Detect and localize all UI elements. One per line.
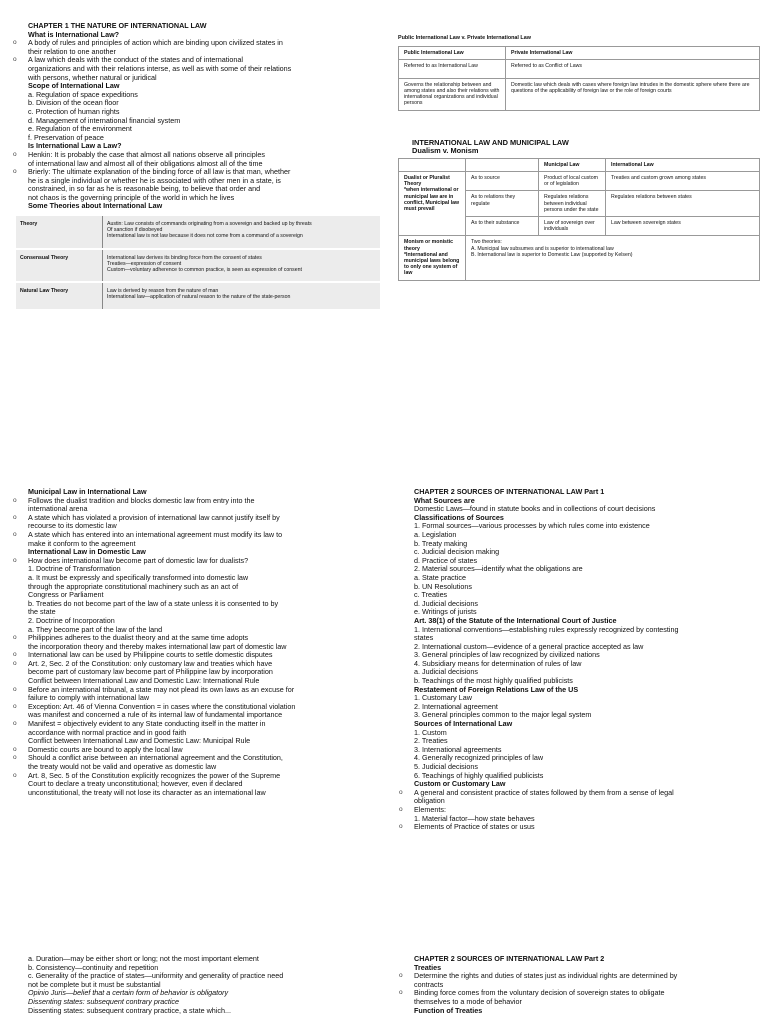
text-line: b. Consistency—continuity and repetition bbox=[28, 963, 159, 972]
table-row bbox=[399, 172, 760, 191]
text-line: a. Legislation bbox=[414, 530, 457, 539]
text-line: 4. Generally recognized principles of law bbox=[414, 754, 544, 763]
text-line: d. Practice of states bbox=[414, 556, 478, 565]
text-line: a. Regulation of space expeditions bbox=[28, 90, 138, 99]
table-cell: Regulates relations between individual persons under the state bbox=[539, 191, 606, 217]
heading-line: Classifications of Sources bbox=[414, 513, 504, 522]
text-line: b. Teachings of the most highly qualified publicists bbox=[414, 677, 573, 686]
text-line: d. Judicial decisions bbox=[414, 599, 478, 608]
section-subtitle: Dualism v. Monism bbox=[412, 146, 479, 156]
text-line: d. Management of international financial system bbox=[28, 116, 181, 125]
monist-label: Monism or monistic theory *International and municipal laws belong to only one system of law bbox=[399, 236, 466, 280]
public-private-table bbox=[398, 46, 760, 111]
text-line: Conflict between International Law and Domestic Law: Municipal Rule bbox=[28, 737, 251, 746]
theory-name: Theory bbox=[16, 215, 103, 249]
text-line: 4. Subsidiary means for determination of rules of law bbox=[414, 659, 582, 668]
text-line: themselves to a mode of behavior bbox=[414, 997, 522, 1006]
text-line: recourse to its domestic law bbox=[28, 522, 117, 531]
theory-description bbox=[103, 282, 381, 308]
text-line: a. It must be expressly and specifically transformed into domestic law bbox=[28, 573, 249, 582]
comparison-table-title: Public International Law v. Private International Law bbox=[398, 35, 531, 41]
page-chapter-1 bbox=[12, 22, 382, 367]
text-line: 1. Material factor—how state behaves bbox=[414, 814, 535, 823]
text-line: not chaos is the governing principle of the world in which he lives bbox=[28, 193, 235, 202]
chapter-2-part-1-text bbox=[398, 488, 760, 832]
text-line: b. Treaties do not become part of the law of a state unless it is consented to by bbox=[28, 599, 279, 608]
bullet-line: o A general and consistent practice of states followed by them from a sense of legal bbox=[398, 789, 760, 798]
text-line: 1. Customary Law bbox=[414, 694, 472, 703]
heading-line: Art. 38(1) of the Statute of the International Court of Justice bbox=[414, 616, 617, 625]
text-line: 2. Material sources—identify what the obligations are bbox=[414, 565, 583, 574]
heading-line: Some Theories about International Law bbox=[28, 202, 163, 211]
heading-line: Scope of International Law bbox=[28, 82, 120, 91]
table-cell: Governs the relationship between and among states and also their relations with international organizations and individual persons bbox=[399, 78, 506, 110]
heading-line: CHAPTER 1 THE NATURE OF INTERNATIONAL LAW bbox=[28, 22, 207, 30]
bullet-line: o Domestic courts are bound to apply the local law bbox=[12, 746, 382, 755]
page-public-vs-private bbox=[398, 34, 760, 364]
text-line: c. Judicial decision making bbox=[414, 548, 500, 557]
bullet-line: o A state which has violated a provision of international law cannot justify itself by bbox=[12, 514, 382, 523]
table-cell: Referred to as International Law bbox=[399, 59, 506, 78]
text-line: 2. Doctrine of Incorporation bbox=[28, 616, 115, 625]
text-line: a. State practice bbox=[414, 573, 466, 582]
bullet-line: o A state which has entered into an international agreement must modify its law to bbox=[12, 531, 382, 540]
heading-line: Is International Law a Law? bbox=[28, 142, 122, 151]
bullet-line: o Art. 8, Sec. 5 of the Constitution explicitly recognizes the power of the Supreme bbox=[12, 772, 382, 781]
bullet-line: o A law which deals with the conduct of the states and of international bbox=[12, 56, 382, 65]
page-custom-elements bbox=[12, 955, 382, 1024]
section-title: INTERNATIONAL LAW AND MUNICIPAL LAW bbox=[412, 137, 569, 147]
text-line: b. Treaty making bbox=[414, 539, 468, 548]
theory-description-line: Law is derived by reason from the nature of man bbox=[107, 288, 219, 295]
monist-description: Two theories: A. Municipal law subsumes and is superior to international law B. International law is superior to Domestic Law (supported by Kelsen) bbox=[466, 236, 760, 280]
text-line: 3. General principles of law recognized by civilized nations bbox=[414, 651, 600, 660]
dualist-label: Dualist or Pluralist Theory *when international or municipal law are in conflict, Municipal law must prevail bbox=[399, 172, 466, 236]
text-line: with persons, whether natural or juridical bbox=[28, 73, 157, 82]
chapter-1-text bbox=[12, 22, 382, 211]
table-row bbox=[399, 78, 760, 110]
heading-line: What is International Law? bbox=[28, 30, 120, 39]
text-line: the incorporation theory and thereby makes international law part of domestic law bbox=[28, 642, 287, 651]
text-line: failure to comply with international law bbox=[28, 694, 150, 703]
text-line: states bbox=[414, 634, 434, 643]
table-row bbox=[16, 249, 380, 283]
text-line: c. Generality of the practice of states—uniformity and generality of practice need bbox=[28, 972, 284, 981]
text-line: 3. General principles common to the major legal system bbox=[414, 711, 592, 720]
text-line: Conflict between International Law and Domestic Law: International Rule bbox=[28, 677, 260, 686]
text-line: make it conform to the agreement bbox=[28, 539, 136, 548]
text-line: e. Writings of jurists bbox=[414, 608, 477, 617]
bullet-line: o Binding force comes from the voluntary decision of sovereign states to obligate bbox=[398, 989, 760, 998]
theory-description-line: International law derives its binding force from the consent of states bbox=[107, 254, 262, 261]
text-line: their relation to one another bbox=[28, 47, 116, 56]
bullet-line: o Follows the dualist tradition and blocks domestic law from entry into the bbox=[12, 497, 382, 506]
text-line: 1. Doctrine of Transformation bbox=[28, 565, 121, 574]
heading-line: Treaties bbox=[414, 963, 442, 972]
text-line: the treaty would not be valid and operative as domestic law bbox=[28, 763, 217, 771]
theory-description-line: Of sanction if disobeyed bbox=[107, 227, 163, 234]
table-header-public: Public International Law bbox=[399, 46, 506, 59]
text-line: 1. Custom bbox=[414, 728, 447, 737]
page-chapter-2-part-1 bbox=[398, 488, 760, 908]
table-cell: Law of sovereign over individuals bbox=[539, 217, 606, 236]
text-line: 2. Treaties bbox=[414, 737, 448, 746]
bullet-line: o A body of rules and principles of action which are binding upon civilized states in bbox=[12, 39, 382, 48]
text-line: obligation bbox=[414, 797, 445, 806]
text-line: e. Regulation of the environment bbox=[28, 125, 132, 134]
heading-line: CHAPTER 2 SOURCES OF INTERNATIONAL LAW Part 2 bbox=[414, 955, 605, 963]
text-line: international arena bbox=[28, 505, 88, 514]
theory-description bbox=[103, 249, 381, 283]
text-line: 2. International agreement bbox=[414, 702, 498, 711]
text-line: of international law and almost all of their obligations almost all of the time bbox=[28, 159, 263, 168]
bullet-line: o Philippines adheres to the dualist theory and at the same time adopts bbox=[12, 634, 382, 643]
table-row bbox=[16, 282, 380, 308]
custom-elements-text bbox=[12, 955, 382, 1015]
text-line: a. Duration—may be either short or long; not the most important element bbox=[28, 955, 259, 963]
heading-line: CHAPTER 2 SOURCES OF INTERNATIONAL LAW Part 1 bbox=[414, 488, 605, 496]
table-header-private: Private International Law bbox=[506, 46, 760, 59]
text-line: c. Treaties bbox=[414, 591, 448, 600]
text-line: was manifest and concerned a rule of its internal law of fundamental importance bbox=[28, 711, 283, 720]
table-cell: Referred to as Conflict of Laws bbox=[506, 59, 760, 78]
table-cell: Domestic law which deals with cases where foreign law intrudes in the domestic sphere where there are questions of the applicability of foreign law or the role of foreign courts bbox=[506, 78, 760, 110]
text-line: constrained, in so far as he is reasonable being, to believe that order and bbox=[28, 185, 261, 194]
text-line: Court to declare a treaty unconstitutional; however, even if declared bbox=[28, 780, 243, 789]
bullet-line: o Henkin: It is probably the case that almost all nations observe all principles bbox=[12, 151, 382, 160]
text-line: he is a single individual or whether he is associated with other men in a state, is bbox=[28, 176, 281, 185]
heading-line: Function of Treaties bbox=[414, 1006, 483, 1015]
table-cell: As to relations they regulate bbox=[466, 191, 539, 217]
text-line: organizations and with their relations interse, as well as with some of their relations bbox=[28, 64, 292, 73]
theory-name: Consensual Theory bbox=[16, 249, 103, 283]
theory-description-line: Austin: Law consists of commands originating from a sovereign and backed up by threats bbox=[107, 221, 312, 228]
table-header-blank bbox=[466, 158, 539, 171]
table-row bbox=[399, 59, 760, 78]
page-chapter-2-part-2 bbox=[398, 955, 760, 1024]
text-line: f. Preservation of peace bbox=[28, 133, 104, 142]
dualism-monism-table bbox=[398, 158, 760, 281]
text-line: Domestic Laws—found in statute books and in collections of court decisions bbox=[414, 505, 656, 514]
heading-line: Sources of International Law bbox=[414, 720, 513, 729]
table-cell: As to their substance bbox=[466, 217, 539, 236]
bullet-line: o Exception: Art. 46 of Vienna Convention = in cases where the constitutional violation bbox=[12, 703, 382, 712]
table-cell: Regulates relations between states bbox=[606, 191, 760, 217]
text-line: b. UN Resolutions bbox=[414, 582, 472, 591]
text-line: Dissenting states: subsequent contrary practice, a state which... bbox=[28, 1006, 231, 1015]
theory-description-line: International law—application of natural reason to the nature of the state-person bbox=[107, 294, 291, 301]
text-line: become part of customary law become part of Philippine law by incorporation bbox=[28, 668, 273, 677]
text-line: Opinio Juris—belief that a certain form of behavior is obligatory bbox=[28, 989, 229, 998]
bullet-line: o How does international law become part of domestic law for dualists? bbox=[12, 557, 382, 566]
theories-table bbox=[16, 214, 380, 309]
bullet-line: o Should a conflict arise between an international agreement and the Constitution, bbox=[12, 754, 382, 763]
text-line: accordance with normal practice and in good faith bbox=[28, 728, 187, 737]
chapter-2-part-2-text bbox=[398, 955, 760, 1015]
theory-description bbox=[103, 215, 381, 249]
text-line: unconstitutional, the treaty will not lose its character as an international law bbox=[28, 788, 266, 797]
text-line: a. They become part of the law of the land bbox=[28, 625, 163, 634]
bullet-line: o Elements of Practice of states or usus bbox=[398, 823, 760, 832]
text-line: 1. International conventions—establishing rules expressly recognized by contesting bbox=[414, 625, 679, 634]
theory-description-line: Treaties—expression of consent bbox=[107, 260, 182, 267]
page-municipal-law bbox=[12, 488, 382, 868]
heading-line: Custom or Customary Law bbox=[414, 780, 506, 789]
text-line: c. Protection of human rights bbox=[28, 107, 120, 116]
bullet-line: o Art. 2, Sec. 2 of the Constitution: only customary law and treaties which have bbox=[12, 660, 382, 669]
text-line: 5. Judicial decisions bbox=[414, 763, 478, 771]
text-line: a. Judicial decisions bbox=[414, 668, 478, 677]
heading-line: Municipal Law in International Law bbox=[28, 488, 147, 496]
text-line: 2. International custom—evidence of a general practice accepted as law bbox=[414, 642, 644, 651]
heading-line: International Law in Domestic Law bbox=[28, 548, 146, 557]
table-row bbox=[16, 215, 380, 249]
text-line: b. Division of the ocean floor bbox=[28, 99, 119, 108]
theory-description-line: International law is not law because it does not come from a command of a sovereign bbox=[107, 233, 303, 240]
table-cell: Product of local custom or of legislation bbox=[539, 172, 606, 191]
table-cell: As to source bbox=[466, 172, 539, 191]
text-line: through the appropriate constitutional machinery such as an act of bbox=[28, 582, 239, 591]
bullet-line: o International law can be used by Philippine courts to settle domestic disputes bbox=[12, 651, 382, 660]
heading-line: What Sources are bbox=[414, 496, 475, 505]
bullet-line: o Brierly: The ultimate explanation of the binding force of all law is that man, whether bbox=[12, 168, 382, 177]
bullet-line: o Elements: bbox=[398, 806, 760, 815]
text-line: 6. Teachings of highly qualified publicists bbox=[414, 771, 544, 780]
text-line: Dissenting states: subsequent contrary practice bbox=[28, 997, 180, 1006]
table-header-municipal: Municipal Law bbox=[539, 158, 606, 171]
bullet-line: o Determine the rights and duties of states just as individual rights are determined by bbox=[398, 972, 760, 981]
table-cell: Treaties and custom grown among states bbox=[606, 172, 760, 191]
heading-line: Restatement of Foreign Relations Law of the US bbox=[414, 685, 579, 694]
theory-name: Natural Law Theory bbox=[16, 282, 103, 308]
text-line: contracts bbox=[414, 980, 444, 989]
municipal-law-text bbox=[12, 488, 382, 797]
text-line: 3. International agreements bbox=[414, 745, 502, 754]
table-cell: Law between sovereign states bbox=[606, 217, 760, 236]
theory-description-line: Custom—voluntary adherence to common practice, is seen as expression of consent bbox=[107, 267, 302, 274]
table-row bbox=[399, 236, 760, 280]
table-header-blank bbox=[399, 158, 466, 171]
bullet-line: o Before an international tribunal, a state may not plead its own laws as an excuse for bbox=[12, 686, 382, 695]
text-line: Congress or Parliament bbox=[28, 591, 104, 600]
text-line: not be complete but it must be substantial bbox=[28, 980, 161, 989]
text-line: 1. Formal sources—various processes by which rules come into existence bbox=[414, 522, 650, 531]
table-header-international: International Law bbox=[606, 158, 760, 171]
bullet-line: o Manifest = objectively evident to any State conducting itself in the matter in bbox=[12, 720, 382, 729]
text-line: the state bbox=[28, 608, 56, 617]
